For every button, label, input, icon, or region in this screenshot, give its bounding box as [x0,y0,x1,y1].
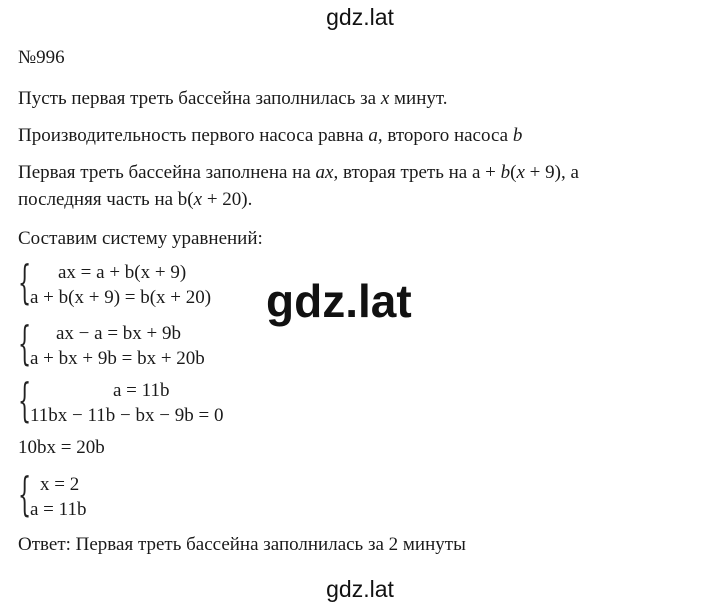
paragraph-3-line-1 [18,162,579,184]
system-2 [18,316,318,372]
p3-l1-d: + 9), а [524,162,579,183]
system-2-eq-2: a + bx + 9b = bx + 20b [30,348,205,369]
paragraph-2 [18,125,522,147]
system-2-eq-1: ax − a = bx + 9b [56,323,182,344]
p3-l1-x: x [516,162,525,183]
p3-l1-b: , вторая треть на a + [333,162,501,183]
p2-var-a: a [368,125,378,146]
p3-l2-x: x [193,189,203,210]
p2-text-b: , второго насоса [377,125,513,146]
final-system-eq-2: a = 11b [30,499,87,520]
answer: Ответ: Первая треть бассейна заполнилась за 2 минуты [18,534,466,555]
equation-single: 10bx = 20b [18,437,105,458]
p1-var-x: x [380,88,390,109]
p2-text-a: Производительность первого насоса равна [18,125,369,146]
brace-icon: { [18,467,32,521]
p3-l1-a: Первая треть бассейна заполнена на [18,162,316,183]
system-3-eq-2: 11bx − 11b − bx − 9b = 0 [30,405,224,426]
brace-icon: { [18,255,32,309]
final-system-eq-1: x = 2 [40,474,80,495]
final-system [18,467,218,523]
paragraph-3-line-2 [18,189,252,211]
p3-l2-a: последняя часть на b( [18,189,194,210]
p3-l1-ax: ax [315,162,334,183]
brace-icon: { [18,373,32,427]
watermark-top: gdz.lat [326,4,394,30]
system-1-eq-2: a + b(x + 9) = b(x + 20) [30,287,212,308]
p3-l1-bv: b [500,162,511,183]
watermark-bottom: gdz.lat [326,576,394,602]
p1-text-b: минут. [389,88,448,109]
system-3 [18,373,318,429]
system-1-eq-1: ax = a + b(x + 9) [58,262,187,283]
paragraph-1 [18,88,448,110]
p1-text-a: Пусть первая треть бассейна заполнилась за [18,88,381,109]
p2-var-b: b [512,125,523,146]
brace-icon: { [18,316,32,370]
system-3-eq-1: a = 11b [113,380,170,401]
task-number: №996 [18,47,65,68]
p3-l1-c: ( [510,162,517,183]
watermark-center: gdz.lat [266,275,412,327]
paragraph-4: Составим систему уравнений: [18,228,263,249]
p3-l2-b: + 20). [202,189,253,210]
